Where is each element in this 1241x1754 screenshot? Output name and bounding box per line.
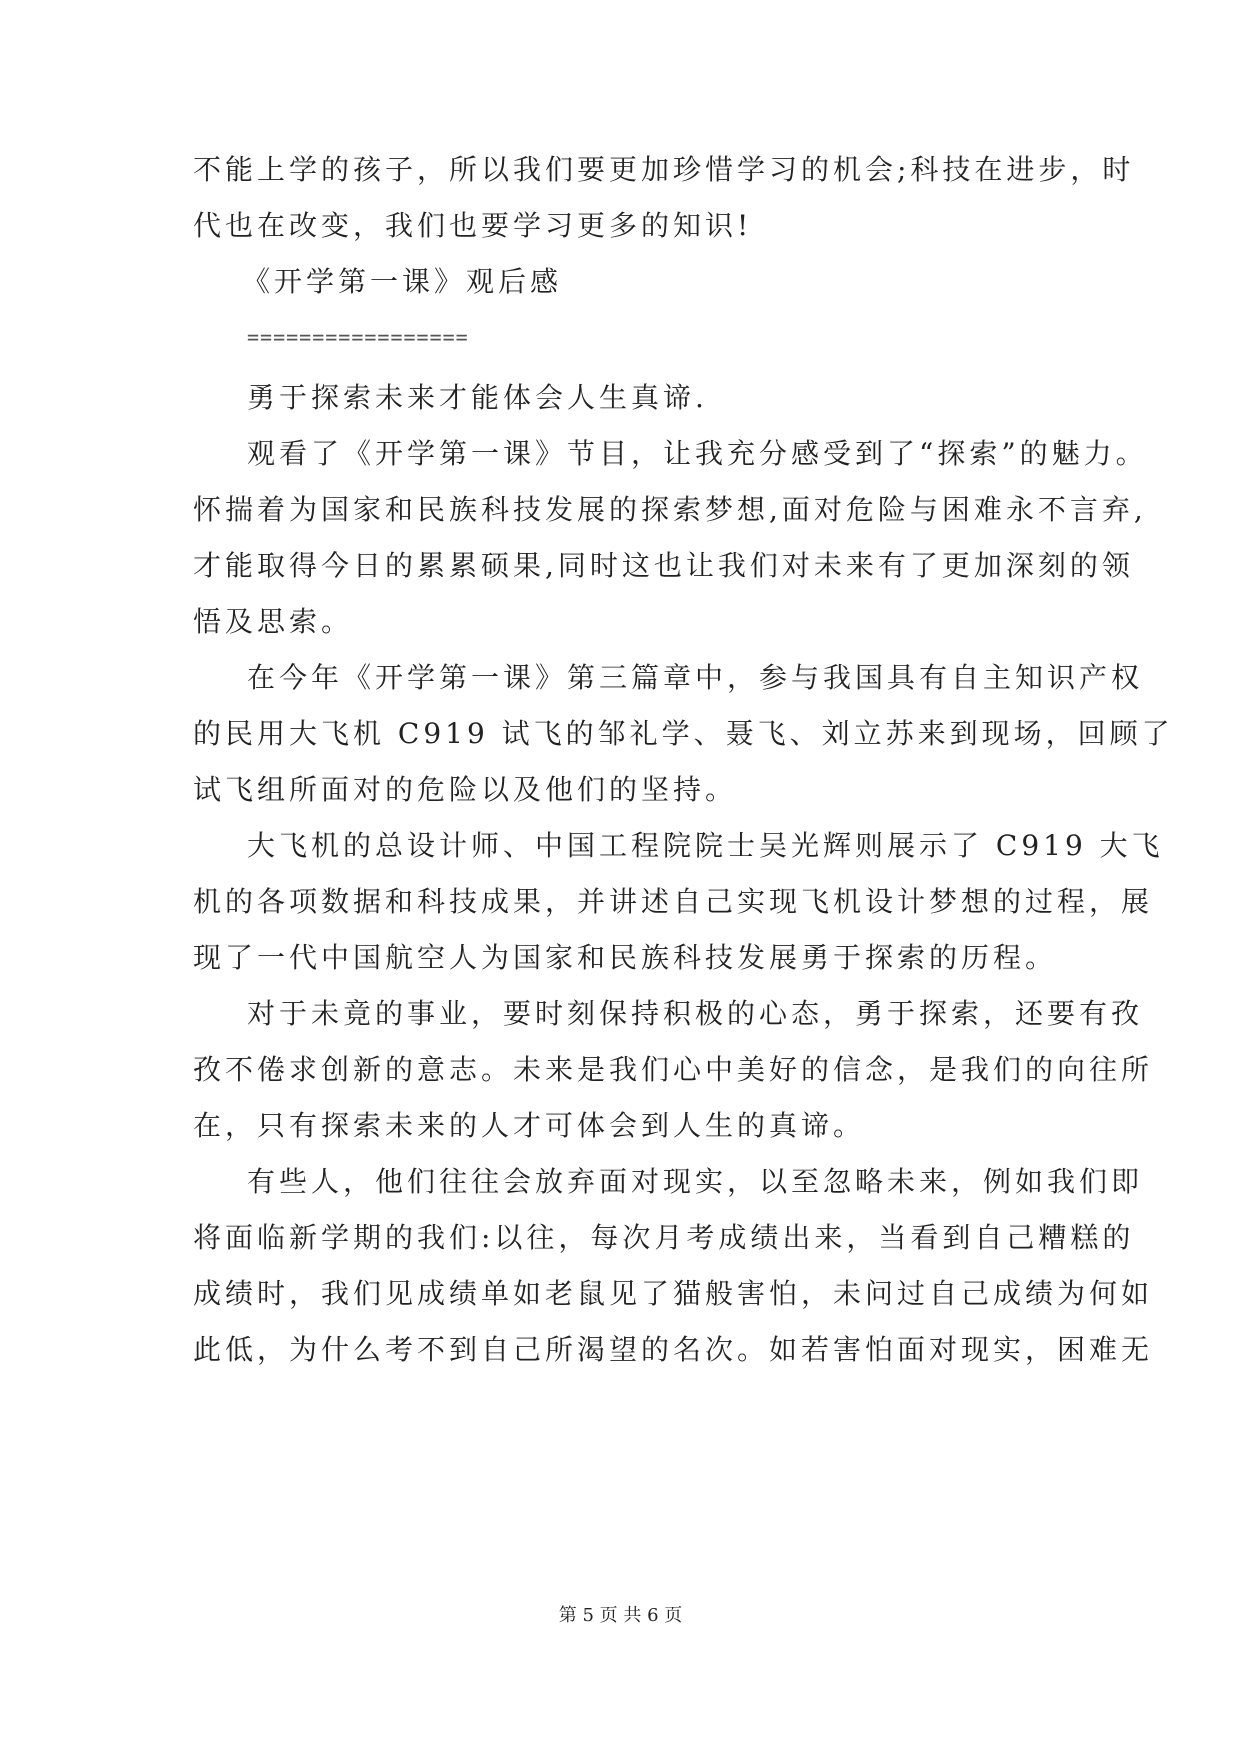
body-line: 的民用大飞机 C919 试飞的邹礼学、聂飞、刘立苏来到现场，回顾了: [193, 717, 1174, 750]
separator-line: =================: [247, 325, 469, 349]
body-line: 不能上学的孩子，所以我们要更加珍惜学习的机会;科技在进步，时: [193, 153, 1135, 186]
subtitle-line: 勇于探索未来才能体会人生真谛.: [247, 381, 708, 414]
body-line: 此低，为什么考不到自己所渴望的名次。如若害怕面对现实，困难无: [193, 1333, 1154, 1366]
body-line: 怀揣着为国家和民族科技发展的探索梦想,面对危险与困难永不言弃,: [193, 493, 1147, 526]
body-line: 机的各项数据和科技成果，并讲述自己实现飞机设计梦想的过程，展: [193, 885, 1154, 918]
paragraph-start: 大飞机的总设计师、中国工程院院士吴光辉则展示了 C919 大飞: [247, 829, 1164, 862]
body-line: 试飞组所面对的危险以及他们的坚持。: [193, 773, 738, 806]
body-line: 在，只有探索未来的人才可体会到人生的真谛。: [193, 1109, 866, 1142]
body-line: 将面临新学期的我们:以往，每次月考成绩出来，当看到自己糟糕的: [193, 1221, 1135, 1254]
body-line: 孜不倦求创新的意志。未来是我们心中美好的信念，是我们的向往所: [193, 1053, 1154, 1086]
body-line: 成绩时，我们见成绩单如老鼠见了猫般害怕，未问过自己成绩为何如: [193, 1277, 1154, 1310]
body-line: 悟及思索。: [193, 605, 354, 638]
page-number-footer: 第 5 页 共 6 页: [558, 1605, 683, 1626]
paragraph-start: 有些人，他们往往会放弃面对现实，以至忽略未来，例如我们即: [247, 1165, 1144, 1198]
section-title: 《开学第一课》观后感: [242, 265, 563, 298]
paragraph-start: 观看了《开学第一课》节目，让我充分感受到了“探索”的魅力。: [247, 437, 1148, 470]
paragraph-start: 对于未竟的事业，要时刻保持积极的心态，勇于探索，还要有孜: [247, 997, 1144, 1030]
body-line: 现了一代中国航空人为国家和民族科技发展勇于探索的历程。: [193, 941, 1058, 974]
body-line: 才能取得今日的累累硕果,同时这也让我们对未来有了更加深刻的领: [193, 549, 1134, 582]
body-line: 代也在改变，我们也要学习更多的知识!: [193, 209, 753, 242]
paragraph-start: 在今年《开学第一课》第三篇章中，参与我国具有自主知识产权: [247, 661, 1144, 694]
